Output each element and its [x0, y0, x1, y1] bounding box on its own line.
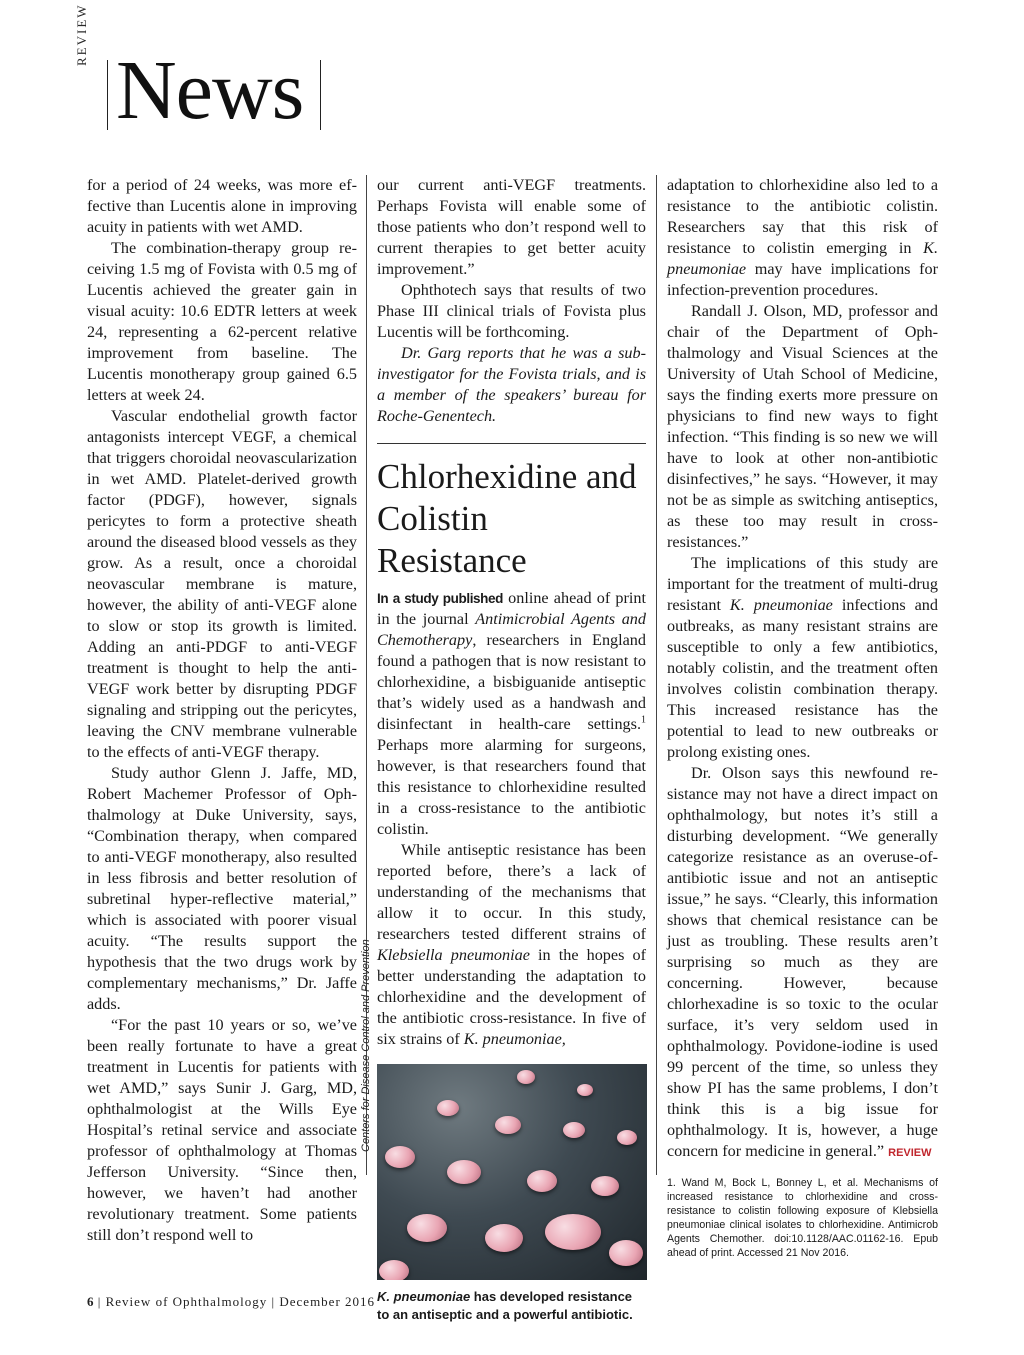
text-run: The implications of this study are important for the treatment of multi-drug resistant	[667, 554, 938, 614]
colony	[485, 1224, 523, 1252]
section-label-vertical: REVIEW	[74, 3, 89, 66]
text-run: may have implications for infection-prevention procedures.	[667, 260, 938, 299]
article-column-1	[87, 175, 357, 1246]
colony	[517, 1070, 535, 1084]
article-column-2	[377, 175, 646, 1324]
organism-name: K. pneumoniae,	[463, 1030, 566, 1048]
paragraph: “For the past 10 years or so, we’ve been really fortunate to have a great treatment in Lucentis for patients with wet AMD,” says Sunir J. Garg, MD, ophthalmologist at the Wills Eye Hospital’s retinal service and associate professor of ophthalmology at Thomas Jefferson University. “Since then, however, we haven’t had another revolutionary treatment. Some patients still don’t respond well to	[87, 1016, 357, 1244]
text-run: While antiseptic resistance has been reported before, there’s a lack of understanding of the mechanisms that allow it to occur. In this study, researchers tested different strains of	[377, 841, 646, 943]
photo-caption	[377, 1288, 646, 1324]
colony	[609, 1240, 643, 1266]
column-divider	[656, 175, 657, 1175]
caption-organism: K. pneumoniae	[377, 1289, 471, 1304]
paragraph	[667, 175, 938, 301]
organism-name: K. pneumoniae	[667, 239, 938, 278]
disclosure-note: Dr. Garg reports that he was a subinvestigator for the Fovista trials, and is a member of the speakers’ bureau for Roche-Genentech.	[377, 344, 646, 425]
footer-separator: |	[93, 1294, 106, 1309]
colony	[617, 1130, 637, 1145]
publication-name: Review of Ophthalmology	[105, 1294, 268, 1309]
paragraph	[377, 840, 646, 1050]
photo-credit-text: Centers for Disease Control and Prevention	[360, 939, 372, 1152]
text-run: adaptation to chlorhexidine also led to a resistance to the antibiotic colistin. Researchers say that this risk of resistance to colistin emerging in	[667, 176, 938, 257]
section-divider	[377, 443, 646, 444]
masthead-rule-right	[320, 60, 321, 130]
colony	[577, 1084, 593, 1096]
page-number: 6	[87, 1294, 94, 1309]
organism-name: Klebsiella pneumoniae	[377, 946, 530, 964]
colony	[379, 1260, 409, 1280]
article-column-3	[667, 175, 938, 1260]
text-run: , researchers in England found a pathogen that is now resistant to chlorhexidine, a bisbiguanide antiseptic that’s widely used as a handwash and disinfectant in health-care settings.	[377, 631, 646, 733]
colony	[385, 1146, 415, 1168]
organism-name: K. pneumoniae	[729, 596, 833, 614]
paragraph: for a period of 24 weeks, was more effective than Lucentis alone in improving acuity in patients with wet AMD.	[87, 176, 357, 236]
issue-date: December 2016	[279, 1294, 376, 1309]
paragraph: The combination-therapy group receiving 1.5 mg of Fovista with 0.5 mg of Lucentis achieved the greater gain in visual acuity: 10.6 EDTR letters at week 24, representing a 62-percent relative improvement from baseline. The Lucentis monotherapy group gained 6.5 letters at week 24.	[87, 239, 357, 404]
text-run: in the hopes of better understanding the adaptation to chlorhexidine and the development of the antibiotic cross-resistance. In five of six strains of	[377, 946, 646, 1048]
section-heading: Chlorhexidine and Colistin Resistance	[377, 457, 637, 580]
text-run: infections and outbreaks, as many resistant strains are susceptible to only a few antibiotics, notably colistin, and the treatment often involves colistin combination therapy. This increased resistance has the potential to lead to new outbreaks or prolong existing ones.	[667, 596, 938, 761]
journal-name: Antimicrobial Agents and Chemotherapy	[377, 610, 646, 649]
paragraph	[667, 763, 938, 1164]
footnote: 1. Wand M, Bock L, Bonney L, et al. Mechanisms of increased resistance to chlorhexidine and cross-resistance to colistin following exposure of Klebsiella pneumoniae clinical isolates to chlorhexidine. Antimicrob Agents Chemother. doi:10.1128/AAC.01162-16. Epub ahead of print. Accessed 21 Nov 2016.	[667, 1177, 938, 1259]
lead-in: In a study published	[377, 591, 503, 606]
paragraph: Ophthotech says that results of two Phase III clinical trials of Fovista plus Lucentis will be forthcoming.	[377, 281, 646, 341]
colony	[437, 1100, 459, 1116]
paragraph: Vascular endothelial growth factor antagonists intercept VEGF, a chemical that triggers choroidal neovascularization in wet AMD. Platelet-derived growth factor (PDGF), however, signals pericytes to form a protective sheath around the diseased blood vessels as they grow. As a result, once a choroidal neovascular membrane is mature, however, the ability of anti-VEGF alone to slow or stop its growth is limited. Adding an anti-PDGF to anti-VEGF treatment is thought to help the anti-VEGF work better by disrupting PDGF signaling and stripping out the pericytes, leaving the CNV membrane vulnerable to the effects of anti-VEGF therapy.	[87, 407, 357, 761]
colony	[447, 1160, 481, 1184]
paragraph	[377, 588, 646, 840]
text-run: Perhaps more alarming for surgeons, however, is that researchers found that this resistance to chlorhexidine resulted in a cross-resistance to the antibiotic colistin.	[377, 736, 646, 838]
colony	[563, 1122, 585, 1138]
bacteria-culture-photo	[377, 1064, 647, 1280]
end-mark: REVIEW	[888, 1147, 932, 1159]
page-footer	[87, 1294, 375, 1310]
text-run: Dr. Olson says this newfound resistance may not have a direct impact on ophthalmology, but notes it’s still a disturbing development. “We generally categorize resistance as an overuse-of-antibiotic issue and not an antiseptic issue,” he says. “Clearly, this information shows that chemical resistance can be just as troubling. These results aren’t surprising so much as they are concerning. However, because chlorhexadine is so toxic to the ocular surface, it’s very seldom used in ophthalmology. Povidone-iodine is used 99 percent of the time, so unless they show PI has the same problems, I don’t think this is a big issue for ophthalmology. It is, however, a huge concern for medicine in general.”	[667, 764, 938, 1160]
reference-marker: 1	[641, 714, 646, 726]
paragraph: our current anti-VEGF treatments. Perhaps Fovista will enable some of those patients who don’t respond well to current therapies to get better acuity improvement.”	[377, 176, 646, 278]
colony	[407, 1214, 447, 1242]
colony	[495, 1116, 521, 1134]
caption-text: has developed resistance to an antiseptic and a powerful antibiotic.	[377, 1289, 633, 1322]
paragraph: Study author Glenn J. Jaffe, MD, Robert Machemer Professor of Ophthalmology at Duke University, says, “Combination therapy, when compared to anti-VEGF monotherapy, also resulted in less fibrosis and better resolution of subretinal hyper-reflective material,” which is associated with poorer visual acuity. “The results support the hypothesis that the two drugs work by complementary mechanisms,” Dr. Jaffe adds.	[87, 764, 357, 1013]
paragraph: Randall J. Olson, MD, professor and chair of the Department of Ophthalmology and Visual Sciences at the University of Utah School of Medicine, says the finding exerts more pressure on physicians to find new ways to fight infection. “This finding is so new we will have to look at other non-antibiotic disinfectives,” he says. “However, it may not be as simple as switching antiseptics, as these too may result in cross-resistances.”	[667, 302, 938, 551]
colony	[591, 1176, 619, 1196]
paragraph	[667, 553, 938, 763]
masthead-rule-left	[107, 60, 108, 130]
colony	[527, 1170, 557, 1192]
colony	[545, 1214, 601, 1250]
page-title: News	[116, 44, 304, 137]
photo-credit	[360, 939, 374, 1152]
footer-separator: |	[267, 1294, 280, 1309]
text-run: online ahead of print in the journal	[377, 589, 646, 628]
